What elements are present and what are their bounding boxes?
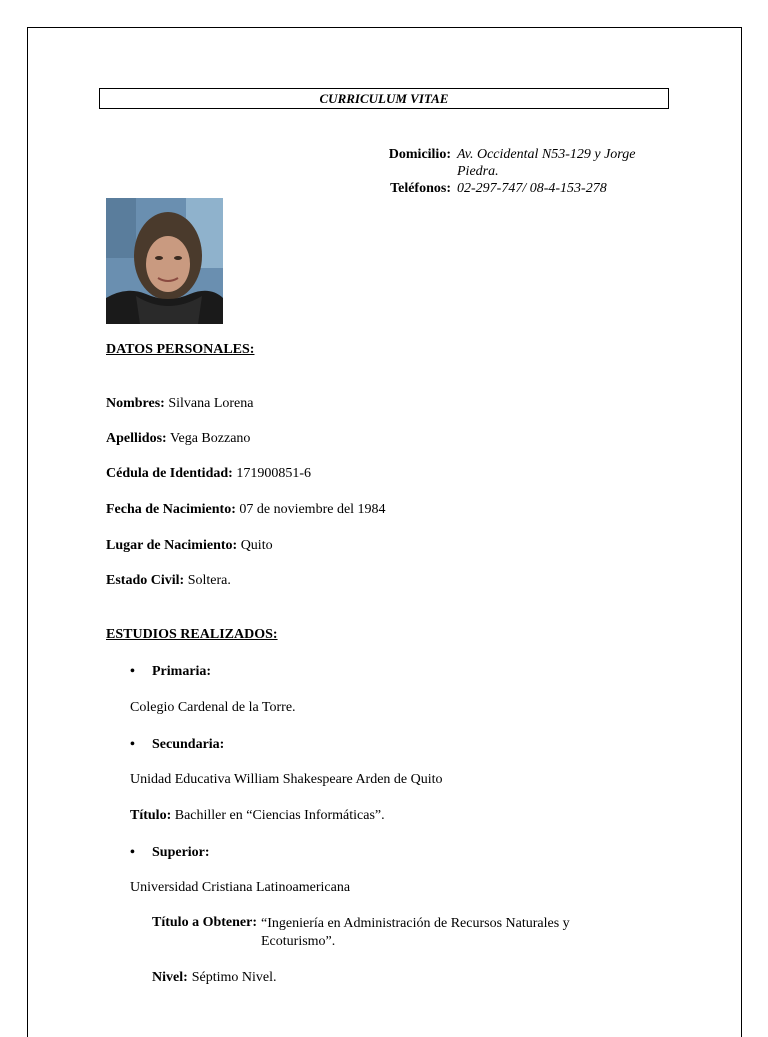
field-cedula xyxy=(106,466,311,482)
nivel-value: Séptimo Nivel. xyxy=(191,970,277,985)
bullet-label: Primaria: xyxy=(152,664,212,679)
primaria-school: Colegio Cardenal de la Torre. xyxy=(130,700,296,715)
nivel xyxy=(152,970,277,986)
phone-label: Teléfonos: xyxy=(390,181,451,196)
address-label: Domicilio: xyxy=(388,147,451,162)
field-value: Soltera. xyxy=(187,573,231,588)
titulo-obtener xyxy=(152,915,611,951)
bullet-primaria xyxy=(130,664,211,680)
field-label: Fecha de Nacimiento: xyxy=(106,502,236,517)
titulo-obtener-label: Título a Obtener: xyxy=(152,915,257,930)
bullet-secundaria xyxy=(130,737,224,753)
field-nombres xyxy=(106,396,253,412)
field-lugar-nacimiento xyxy=(106,538,273,554)
field-apellidos xyxy=(106,431,250,447)
bullet-icon: • xyxy=(130,664,135,679)
field-value: 171900851-6 xyxy=(236,466,311,481)
address-row xyxy=(380,146,672,180)
field-value: Silvana Lorena xyxy=(168,396,254,411)
field-label: Lugar de Nacimiento: xyxy=(106,538,238,553)
phone-value: 02-297-747/ 08-4-153-278 xyxy=(457,181,607,196)
nivel-label: Nivel: xyxy=(152,970,188,985)
bullet-label: Superior: xyxy=(152,845,210,860)
field-value: Vega Bozzano xyxy=(169,431,251,446)
field-value: Quito xyxy=(240,538,273,553)
studies-heading: ESTUDIOS REALIZADOS: xyxy=(106,627,278,642)
field-label: Nombres: xyxy=(106,396,165,411)
field-value: 07 de noviembre del 1984 xyxy=(239,502,386,517)
phone-row xyxy=(380,180,672,197)
field-label: Cédula de Identidad: xyxy=(106,466,233,481)
field-estado-civil xyxy=(106,573,231,589)
bullet-icon: • xyxy=(130,845,135,860)
titulo-value: Bachiller en “Ciencias Informáticas”. xyxy=(174,808,385,823)
cv-title: CURRICULUM VITAE xyxy=(99,88,669,109)
contact-block xyxy=(380,146,672,197)
address-value: Av. Occidental N53-129 y Jorge Piedra. xyxy=(457,147,636,179)
profile-photo xyxy=(106,198,223,324)
secundaria-school: Unidad Educativa William Shakespeare Arden de Quito xyxy=(130,772,443,787)
titulo-label: Título: xyxy=(130,808,172,823)
personal-data-heading: DATOS PERSONALES: xyxy=(106,342,255,357)
bullet-label: Secundaria: xyxy=(152,737,225,752)
field-label: Estado Civil: xyxy=(106,573,185,588)
field-fecha-nacimiento xyxy=(106,502,386,518)
superior-school: Universidad Cristiana Latinoamericana xyxy=(130,880,351,895)
bullet-superior xyxy=(130,845,210,861)
titulo-obtener-value: “Ingeniería en Administración de Recursos Naturales y Ecoturismo”. xyxy=(261,916,570,949)
field-label: Apellidos: xyxy=(106,431,167,446)
bullet-icon: • xyxy=(130,737,135,752)
profile-photo-image xyxy=(106,198,223,324)
secundaria-titulo xyxy=(130,808,385,824)
